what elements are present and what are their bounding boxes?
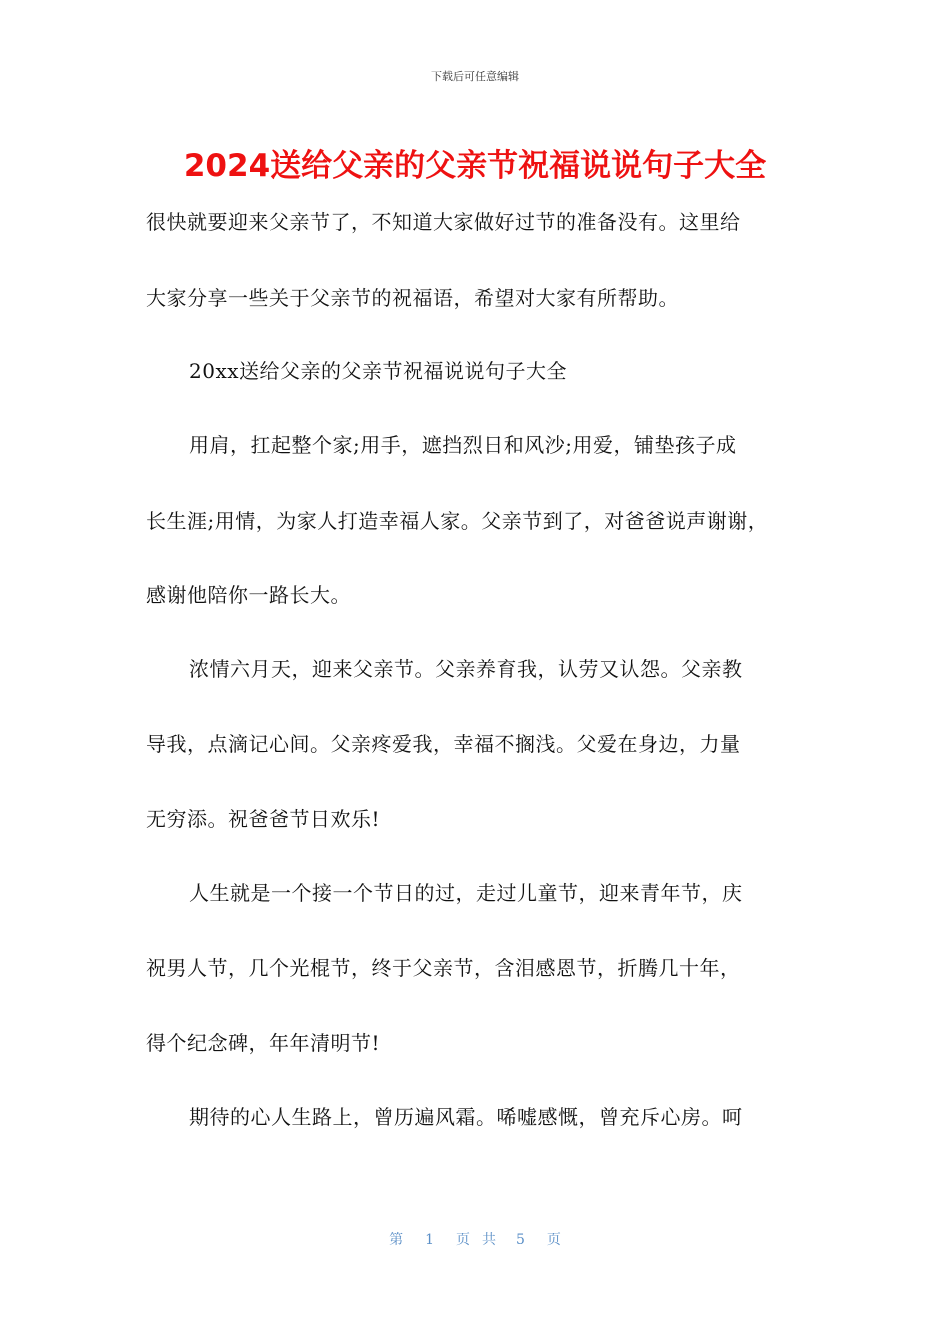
paragraph-line: 得个纪念碑，年年清明节! bbox=[146, 1031, 381, 1055]
page-footer bbox=[0, 1229, 950, 1249]
paragraph-line: 期待的心人生路上，曾历遍风霜。唏嘘感慨，曾充斥心房。呵 bbox=[189, 1105, 743, 1129]
paragraph-line: 感谢他陪你一路长大。 bbox=[146, 583, 351, 607]
paragraph-line: 祝男人节，几个光棍节，终于父亲节，含泪感恩节，折腾几十年， bbox=[146, 956, 741, 980]
section-heading: 20xx送给父亲的父亲节祝福说说句子大全 bbox=[189, 359, 568, 383]
document-title: 2024送给父亲的父亲节祝福说说句子大全 bbox=[183, 148, 767, 184]
footer-page-suffix: 页 bbox=[546, 1232, 561, 1248]
page-header-note: 下载后可任意编辑 bbox=[431, 70, 519, 83]
paragraph-line: 无穷添。祝爸爸节日欢乐! bbox=[146, 807, 381, 831]
paragraph-line: 很快就要迎来父亲节了，不知道大家做好过节的准备没有。这里给 bbox=[146, 210, 741, 234]
paragraph-line: 浓情六月天，迎来父亲节。父亲养育我，认劳又认怨。父亲教 bbox=[189, 657, 743, 681]
footer-page-mid: 页共 bbox=[456, 1232, 508, 1248]
footer-page-prefix: 第 bbox=[389, 1232, 404, 1248]
paragraph-line: 大家分享一些关于父亲节的祝福语，希望对大家有所帮助。 bbox=[146, 286, 679, 310]
paragraph-line: 用肩，扛起整个家;用手，遮挡烈日和风沙;用爱，铺垫孩子成 bbox=[189, 433, 737, 457]
paragraph-line: 长生涯;用情，为家人打造幸福人家。父亲节到了，对爸爸说声谢谢， bbox=[146, 509, 769, 533]
footer-page-current: 1 bbox=[425, 1232, 434, 1248]
paragraph-line: 人生就是一个接一个节日的过，走过儿童节，迎来青年节，庆 bbox=[189, 881, 743, 905]
paragraph-line: 导我，点滴记心间。父亲疼爱我，幸福不搁浅。父爱在身边，力量 bbox=[146, 732, 741, 756]
footer-page-total: 5 bbox=[516, 1232, 525, 1248]
